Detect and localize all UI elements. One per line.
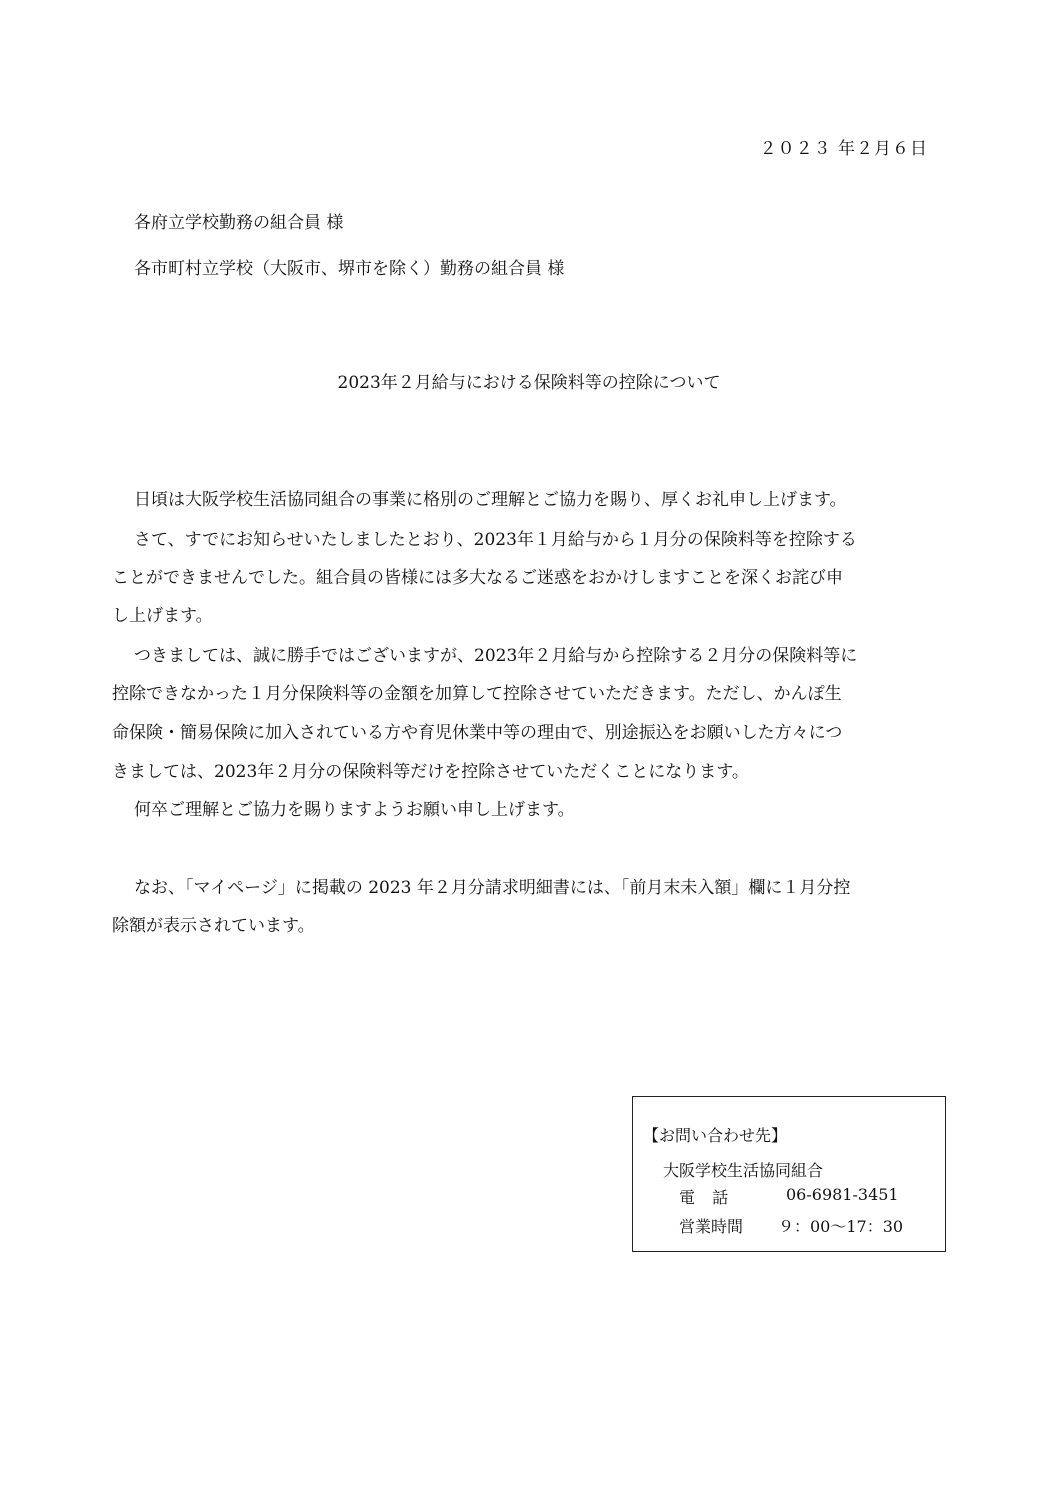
note-line: なお、「マイページ」に掲載の 2023 年２月分請求明細書には、「前月末未入額」欄に１月分控 [134,878,851,898]
contact-organization: 大阪学校生活協同組合 [663,1161,824,1180]
document-title: 2023年２月給与における保険料等の控除について [337,373,721,393]
business-hours-value: ９：00～17：30 [778,1217,904,1236]
body-line: きましては、2023年２月分の保険料等だけを控除させていただくことになります。 [112,762,749,782]
body-line: 控除できなかった１月分保険料等の金額を加算して控除させていただきます。ただし、かんぽ生 [112,684,842,704]
phone-number: 06-6981-3451 [786,1185,899,1204]
contact-heading: 【お問い合わせ先】 [643,1126,788,1145]
body-line: 何卒ご理解とご協力を賜りますようお願い申し上げます。 [134,800,575,820]
body-line: 命保険・簡易保険に加入されている方や育児休業中等の理由で、別途振込をお願いした方々につ [112,723,843,743]
document-date: ２０２３ 年２月６日 [759,139,928,159]
business-hours-label: 営業時間 [679,1217,744,1236]
body-line: ことができませんでした。組合員の皆様には多大なるご迷惑をおかけしますことを深くお詫び申 [112,568,843,588]
recipient-line: 各府立学校勤務の組合員 様 [134,213,344,233]
note-line: 除額が表示されています。 [112,916,315,936]
body-line: さて、すでにお知らせいたしましたとおり、2023年１月給与から１月分の保険料等を控除する [134,530,857,550]
contact-info-box [632,1096,946,1252]
recipient-line: 各市町村立学校（大阪市、堺市を除く）勤務の組合員 様 [134,259,565,279]
phone-label: 電 話 [679,1188,735,1207]
body-line: 日頃は大阪学校生活協同組合の事業に格別のご理解とご協力を賜り、厚くお礼申し上げます。 [134,490,847,510]
body-line: つきましては、誠に勝手ではございますが、2023年２月給与から控除する２月分の保険料等に [134,646,858,666]
body-line: し上げます。 [112,606,213,626]
